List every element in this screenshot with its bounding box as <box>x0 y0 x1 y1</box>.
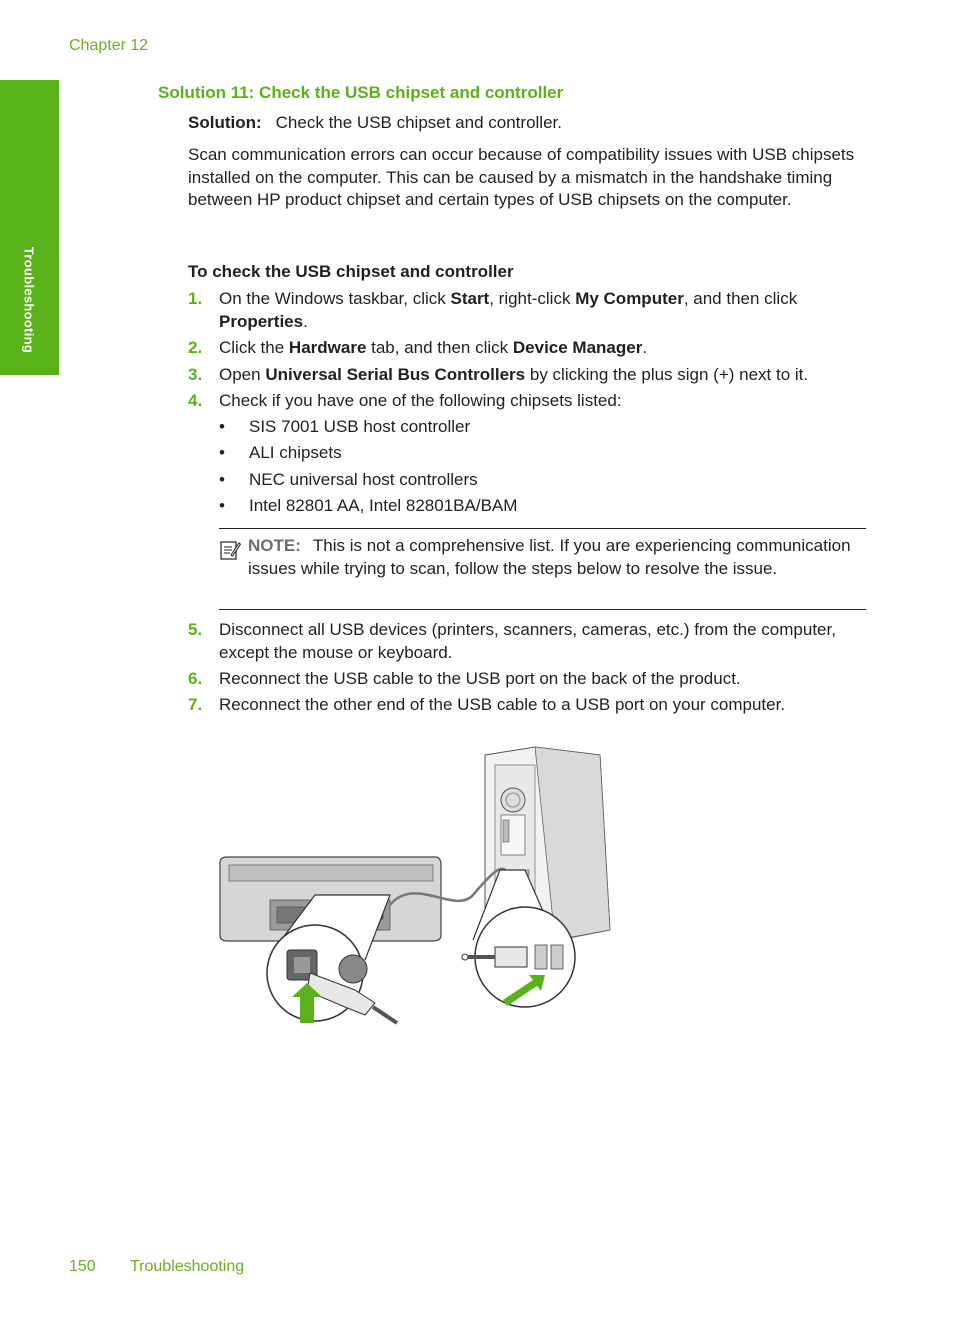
step-number: 2. <box>188 338 203 357</box>
step-number: 3. <box>188 365 203 384</box>
step-text: Reconnect the USB cable to the USB port on the back of the product. <box>219 669 741 688</box>
solution-line <box>188 113 562 133</box>
note-box <box>219 528 866 610</box>
chipset-text: SIS 7001 USB host controller <box>249 417 471 436</box>
chapter-header: Chapter 12 <box>69 37 149 54</box>
bullet-mark: • <box>219 496 225 515</box>
note-text: NOTE: This is not a comprehensive list. If you are experiencing communication issues while trying to scan, follow the steps below to resolve the issue. <box>248 536 851 578</box>
bullet-mark: • <box>219 443 225 462</box>
solution-text: Check the USB chipset and controller. <box>275 113 562 132</box>
step-5 <box>188 619 868 664</box>
step-6 <box>188 668 868 691</box>
bullet-mark: • <box>219 417 225 436</box>
step-number: 7. <box>188 695 203 714</box>
step-text: Open Universal Serial Bus Controllers by clicking the plus sign (+) next to it. <box>219 365 809 384</box>
step-text: On the Windows taskbar, click Start, right-click My Computer, and then click Properties. <box>219 289 798 331</box>
chipset-text: Intel 82801 AA, Intel 82801BA/BAM <box>249 496 518 515</box>
solution-label: Solution: <box>188 113 262 132</box>
section-title: Solution 11: Check the USB chipset and controller <box>158 83 564 102</box>
step-number: 4. <box>188 391 203 410</box>
step-number: 6. <box>188 669 203 688</box>
list-item <box>219 496 517 516</box>
step-7 <box>188 694 868 717</box>
note-label: NOTE: <box>248 536 301 555</box>
step-1 <box>188 288 868 333</box>
step-number: 1. <box>188 289 203 308</box>
procedure-title: To check the USB chipset and controller <box>188 262 514 281</box>
step-text: Disconnect all USB devices (printers, scanners, cameras, etc.) from the computer, except the mouse or keyboard. <box>219 620 836 662</box>
step-2 <box>188 337 868 360</box>
intro-paragraph: Scan communication errors can occur because of compatibility issues with USB chipsets installed on the computer. This can be caused by a mismatch in the handshake timing between HP product chipset and certain types of USB chipsets on the computer. <box>188 145 855 209</box>
step-4 <box>188 390 868 413</box>
list-item <box>219 417 470 437</box>
step-text: Reconnect the other end of the USB cable to a USB port on your computer. <box>219 695 786 714</box>
note-icon <box>219 539 241 561</box>
list-item <box>219 443 342 463</box>
usb-connection-illustration <box>215 745 615 1025</box>
footer-title: Troubleshooting <box>130 1258 245 1275</box>
step-number: 5. <box>188 620 203 639</box>
page-number: 150 <box>69 1258 96 1275</box>
step-text: Check if you have one of the following chipsets listed: <box>219 391 622 410</box>
chipset-text: ALI chipsets <box>249 443 342 462</box>
step-3 <box>188 364 868 387</box>
chipset-text: NEC universal host controllers <box>249 470 478 489</box>
step-text: Click the Hardware tab, and then click Device Manager. <box>219 338 648 357</box>
bullet-mark: • <box>219 470 225 489</box>
side-tab-label: Troubleshooting <box>21 246 37 354</box>
list-item <box>219 470 478 490</box>
